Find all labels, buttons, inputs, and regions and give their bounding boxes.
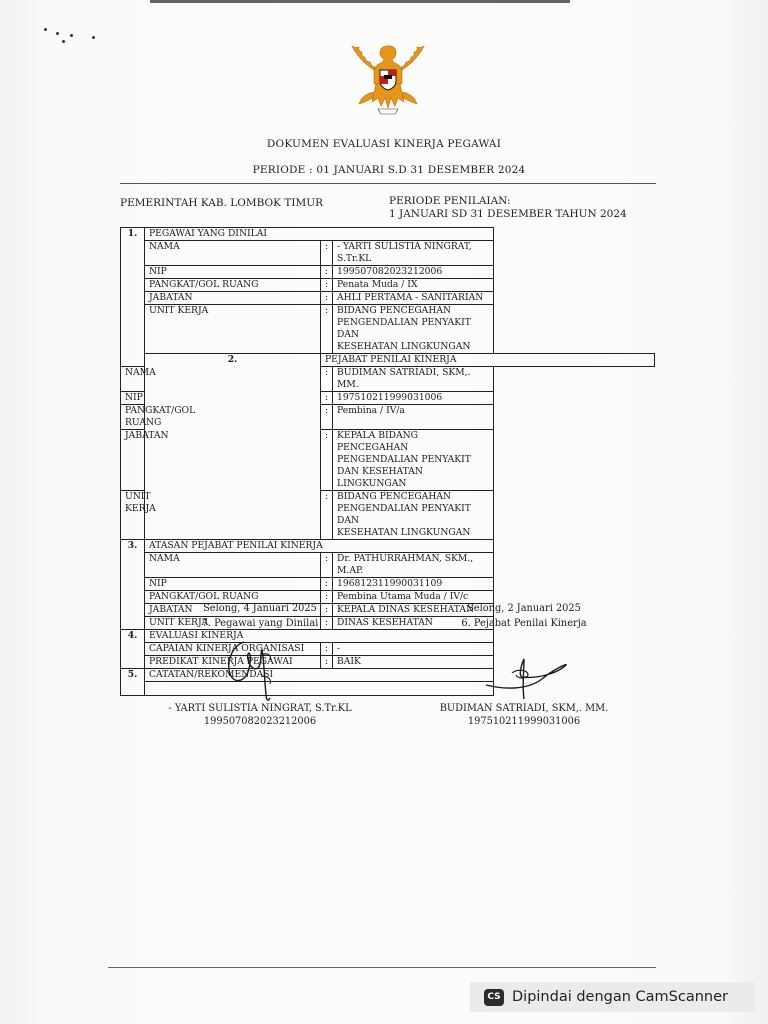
- colon: :: [321, 430, 333, 491]
- section-title: CATATAN/REKOMENDASI: [145, 669, 494, 682]
- field-value: 197510211999031006: [333, 392, 494, 405]
- field-value: AHLI PERTAMA - SANITARIAN: [333, 292, 494, 305]
- colon: :: [321, 591, 333, 604]
- field-value: Dr. PATHURRAHMAN, SKM., M.AP.: [333, 553, 494, 578]
- signer-right-name: BUDIMAN SATRIADI, SKM,. MM.: [439, 703, 609, 714]
- signer-right-nip: 197510211999031006: [467, 716, 581, 727]
- field-value: Pembina Utama Muda / IV/c: [333, 591, 494, 604]
- value-line: KEPALA BIDANG PENCEGAHAN PENGENDALIAN PENYAKIT: [337, 430, 471, 465]
- table-row: [121, 305, 655, 354]
- section-title: PEGAWAI YANG DINILAI: [145, 228, 494, 241]
- value-line: KESEHATAN LINGKUNGAN: [337, 527, 471, 538]
- watermark-text: Dipindai dengan CamScanner: [512, 989, 729, 1005]
- signer-right-date: Selong, 2 Januari 2025: [467, 603, 581, 614]
- field-label: PANGKAT/GOL RUANG: [145, 279, 321, 292]
- value-line: BIDANG PENCEGAHAN PENGENDALIAN PENYAKIT DAN: [337, 305, 471, 340]
- field-value: BUDIMAN SATRIADI, SKM,. MM.: [333, 367, 494, 392]
- camscanner-logo-icon: CS: [484, 989, 504, 1006]
- field-label: NIP: [145, 266, 321, 279]
- colon: :: [321, 405, 333, 430]
- colon: :: [321, 643, 333, 656]
- colon: :: [321, 305, 333, 354]
- section-number: 5.: [121, 669, 145, 696]
- table-row: [121, 578, 655, 591]
- colon: :: [321, 491, 333, 540]
- colon: :: [321, 617, 333, 630]
- field-value: [333, 430, 494, 491]
- field-label: NAMA: [145, 241, 321, 266]
- signature-right: [482, 655, 574, 705]
- section-title: EVALUASI KINERJA: [145, 630, 494, 643]
- field-value: BAIK: [333, 656, 494, 669]
- field-value: [333, 491, 494, 540]
- value-line: BIDANG PENCEGAHAN PENGENDALIAN PENYAKIT DAN: [337, 491, 471, 526]
- colon: :: [321, 553, 333, 578]
- scan-edge-line: [150, 0, 570, 3]
- field-value: DINAS KESEHATAN: [333, 617, 494, 630]
- field-value: - YARTI SULISTIA NINGRAT, S.Tr.KL: [333, 241, 494, 266]
- garuda-emblem-icon: [343, 40, 433, 120]
- table-row: [121, 591, 655, 604]
- camscanner-watermark: [470, 982, 755, 1012]
- colon: :: [321, 392, 333, 405]
- colon: :: [321, 292, 333, 305]
- field-label: UNIT KERJA: [121, 491, 145, 540]
- table-row: [121, 266, 655, 279]
- field-label: JABATAN: [121, 430, 145, 491]
- table-row: [121, 553, 655, 578]
- field-label: JABATAN: [145, 292, 321, 305]
- field-label: PREDIKAT KINERJA PEGAWAI: [145, 656, 321, 669]
- field-label: NAMA: [145, 553, 321, 578]
- field-label: UNIT KERJA: [145, 617, 321, 630]
- table-row: [121, 682, 655, 696]
- document-title: DOKUMEN EVALUASI KINERJA PEGAWAI: [266, 138, 502, 150]
- field-value: KEPALA DINAS KESEHATAN: [333, 604, 494, 617]
- field-value: [333, 305, 494, 354]
- scan-specks: [40, 22, 110, 52]
- field-value: 199507082023212006: [333, 266, 494, 279]
- notes-cell: [145, 682, 494, 696]
- bottom-rule: [108, 967, 656, 968]
- section-number: 3.: [121, 540, 145, 630]
- table-row: [121, 241, 655, 266]
- section-header: [121, 630, 655, 643]
- document-periode: PERIODE : 01 JANUARI S.D 31 DESEMBER 2024: [252, 164, 526, 176]
- colon: :: [321, 367, 333, 392]
- section-number: 4.: [121, 630, 145, 669]
- signer-left-name: - YARTI SULISTIA NINGRAT, S.Tr.KL: [168, 703, 352, 714]
- section-header: [121, 354, 655, 367]
- field-label: NAMA: [121, 367, 145, 392]
- colon: :: [321, 656, 333, 669]
- table-row: [121, 279, 655, 292]
- field-value: Penata Muda / IX: [333, 279, 494, 292]
- table-row: [121, 643, 655, 656]
- signer-left-date: Selong, 4 Januari 2025: [203, 603, 317, 614]
- field-label: JABATAN: [145, 604, 321, 617]
- section-header: [121, 669, 655, 682]
- field-label: PANGKAT/GOL RUANG: [121, 405, 145, 430]
- field-label: NIP: [145, 578, 321, 591]
- section-title: ATASAN PEJABAT PENILAI KINERJA: [145, 540, 494, 553]
- colon: :: [321, 279, 333, 292]
- field-value: Pembina / IV/a: [333, 405, 494, 430]
- signer-left-nip: 199507082023212006: [203, 716, 317, 727]
- field-value: 196812311990031109: [333, 578, 494, 591]
- colon: :: [321, 578, 333, 591]
- colon: :: [321, 241, 333, 266]
- field-value: -: [333, 643, 494, 656]
- section-number: 2.: [145, 354, 321, 540]
- signer-left-role: 7. Pegawai yang Dinilai: [201, 618, 319, 629]
- field-label: NIP: [121, 392, 145, 405]
- periode-penilaian-value: 1 JANUARI SD 31 DESEMBER TAHUN 2024: [389, 208, 627, 220]
- value-line: DAN KESEHATAN LINGKUNGAN: [337, 466, 423, 489]
- instansi-name: PEMERINTAH KAB. LOMBOK TIMUR: [120, 197, 323, 209]
- section-title: PEJABAT PENILAI KINERJA: [321, 354, 655, 367]
- colon: :: [321, 266, 333, 279]
- table-row: [121, 656, 655, 669]
- field-label: CAPAIAN KINERJA ORGANISASI: [145, 643, 321, 656]
- periode-penilaian-label: PERIODE PENILAIAN:: [389, 195, 511, 207]
- colon: :: [321, 604, 333, 617]
- field-label: UNIT KERJA: [145, 305, 321, 354]
- signer-right-role: 6. Pejabat Penilai Kinerja: [461, 618, 587, 629]
- value-line: KESEHATAN LINGKUNGAN: [337, 341, 471, 352]
- table-row: [121, 292, 655, 305]
- section-number: 1.: [121, 228, 145, 367]
- field-label: PANGKAT/GOL RUANG: [145, 591, 321, 604]
- signature-left: [222, 632, 288, 704]
- section-header: [121, 228, 655, 241]
- header-rule: [120, 183, 656, 184]
- section-header: [121, 540, 655, 553]
